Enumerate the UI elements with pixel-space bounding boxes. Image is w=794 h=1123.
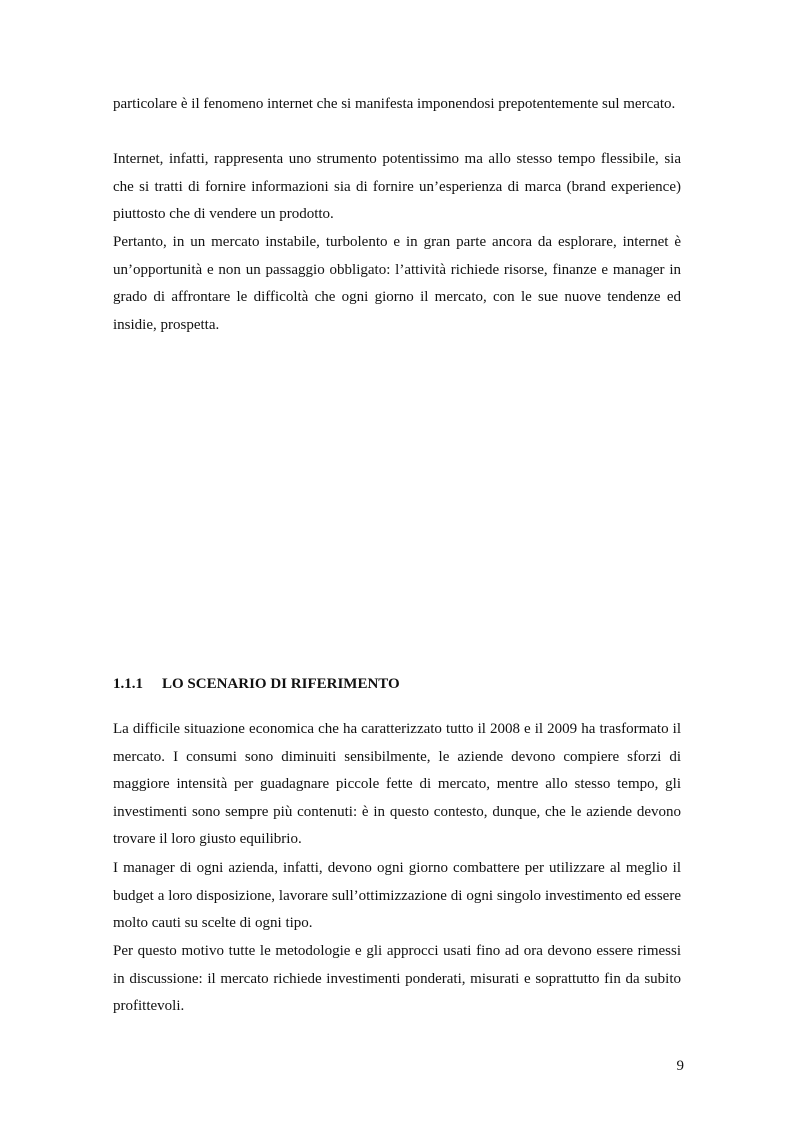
paragraph-managers-budget: I manager di ogni azienda, infatti, devono ogni giorno combattere per utilizzare al meglio il budget a loro disposizione, lavorare sull’ottimizzazione di ogni singolo investimento ed essere molto cauti su scelte di ogni tipo. [113, 860, 681, 932]
paragraph-internet-opportunity: Pertanto, in un mercato instabile, turbolento e in gran parte ancora da esplorare, internet è un’opportunità e non un passaggio obbligato: l’attività richiede risorse, finanze e manager in grado di affrontare le difficoltà che ogni giorno il mercato, con le sue nuove tendenze ed insidie, prospetta. [113, 234, 681, 333]
paragraph-internet-phenomenon: particolare è il fenomeno internet che si manifesta imponendosi prepotentemente sul mercato. [113, 96, 676, 112]
paragraph-internet-tool: Internet, infatti, rappresenta uno strumento potentissimo ma allo stesso tempo flessibile, sia che si tratti di fornire informazioni sia di fornire un’esperienza di marca (brand experience) piuttosto che di vendere un prodotto. [113, 151, 681, 223]
section-number: 1.1.1 [113, 676, 143, 692]
section-heading [113, 674, 400, 694]
paragraph-economic-situation: La difficile situazione economica che ha caratterizzato tutto il 2008 e il 2009 ha trasformato il mercato. I consumi sono diminuiti sensibilmente, le aziende devono compiere sforzi di maggiore intensità per guadagnare piccole fette di mercato, mentre allo stesso tempo, gli investimenti sono sempre più contenuti: è in questo contesto, dunque, che le aziende devono trovare il loro giusto equilibrio. [113, 721, 681, 848]
page-number: 9 [676, 1058, 684, 1074]
paragraph-methodologies: Per questo motivo tutte le metodologie e gli approcci usati fino ad ora devono essere rimessi in discussione: il mercato richiede investimenti ponderati, misurati e soprattutto fin da subito profittevoli. [113, 943, 681, 1015]
section-title: LO SCENARIO DI RIFERIMENTO [162, 676, 400, 692]
